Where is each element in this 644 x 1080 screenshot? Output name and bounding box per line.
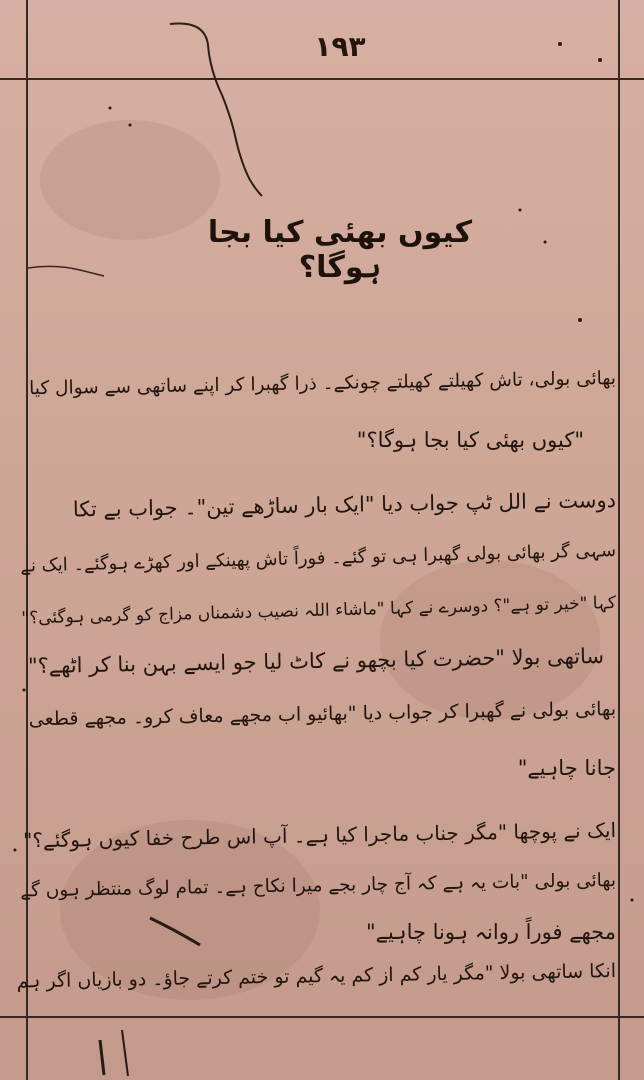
text-line: ساتھی بولا "حضرت کیا بچھو نے کاٹ لیا جو ایسے بہن بنا کر اٹھے؟" (27, 644, 605, 679)
text-line: بھائی بولی نے گھبرا کر جواب دیا "بھائیو اب مجھے معاف کرو۔ مجھے قطعی (28, 698, 617, 731)
text-line: "کیوں بھئی کیا بجا ہوگا؟" (356, 428, 584, 452)
text-line: بھائی بولی، تاش کھیلتے کھیلتے چونکے۔ ذرا گھبرا کر اپنے ساتھی سے سوال کیا (28, 368, 617, 400)
text-line: دوست نے الل ٹپ جواب دیا "ایک بار ساڑھے تین"۔ جواب بے تکا (72, 488, 617, 522)
text-line: بھائی بولی "بات یہ ہے کہ آج چار بجے میرا نکاح ہے۔ تمام لوگ منتظر ہوں گے (20, 870, 617, 902)
text-line: ایک نے پوچھا "مگر جناب ماجرا کیا ہے۔ آپ اس طرح خفا کیوں ہوگئے؟" (22, 818, 617, 853)
text-line: جانا چاہیے" (517, 756, 616, 780)
text-line: انکا ساتھی بولا "مگر یار کم از کم یہ گیم تو ختم کرتے جاؤ۔ دو بازیاں اگر ہم (16, 960, 617, 993)
page-number: ۱۹۳ (314, 30, 366, 63)
text-line: سہی گر بھائی بولی گھبرا ہی تو گئے۔ فوراً تاش پھینکے اور کھڑے ہوگئے۔ ایک نے (20, 540, 617, 577)
text-line: کہا "خیر تو ہے"؟ دوسرے نے کہا "ماشاء اللہ نصیب دشمناں مزاج کو گرمی ہوگئی؟" (21, 593, 617, 629)
text-line: مجھے فوراً روانہ ہونا چاہیے" (365, 920, 616, 944)
chapter-title: کیوں بھئی کیا بجا ہوگا؟ (207, 215, 473, 285)
